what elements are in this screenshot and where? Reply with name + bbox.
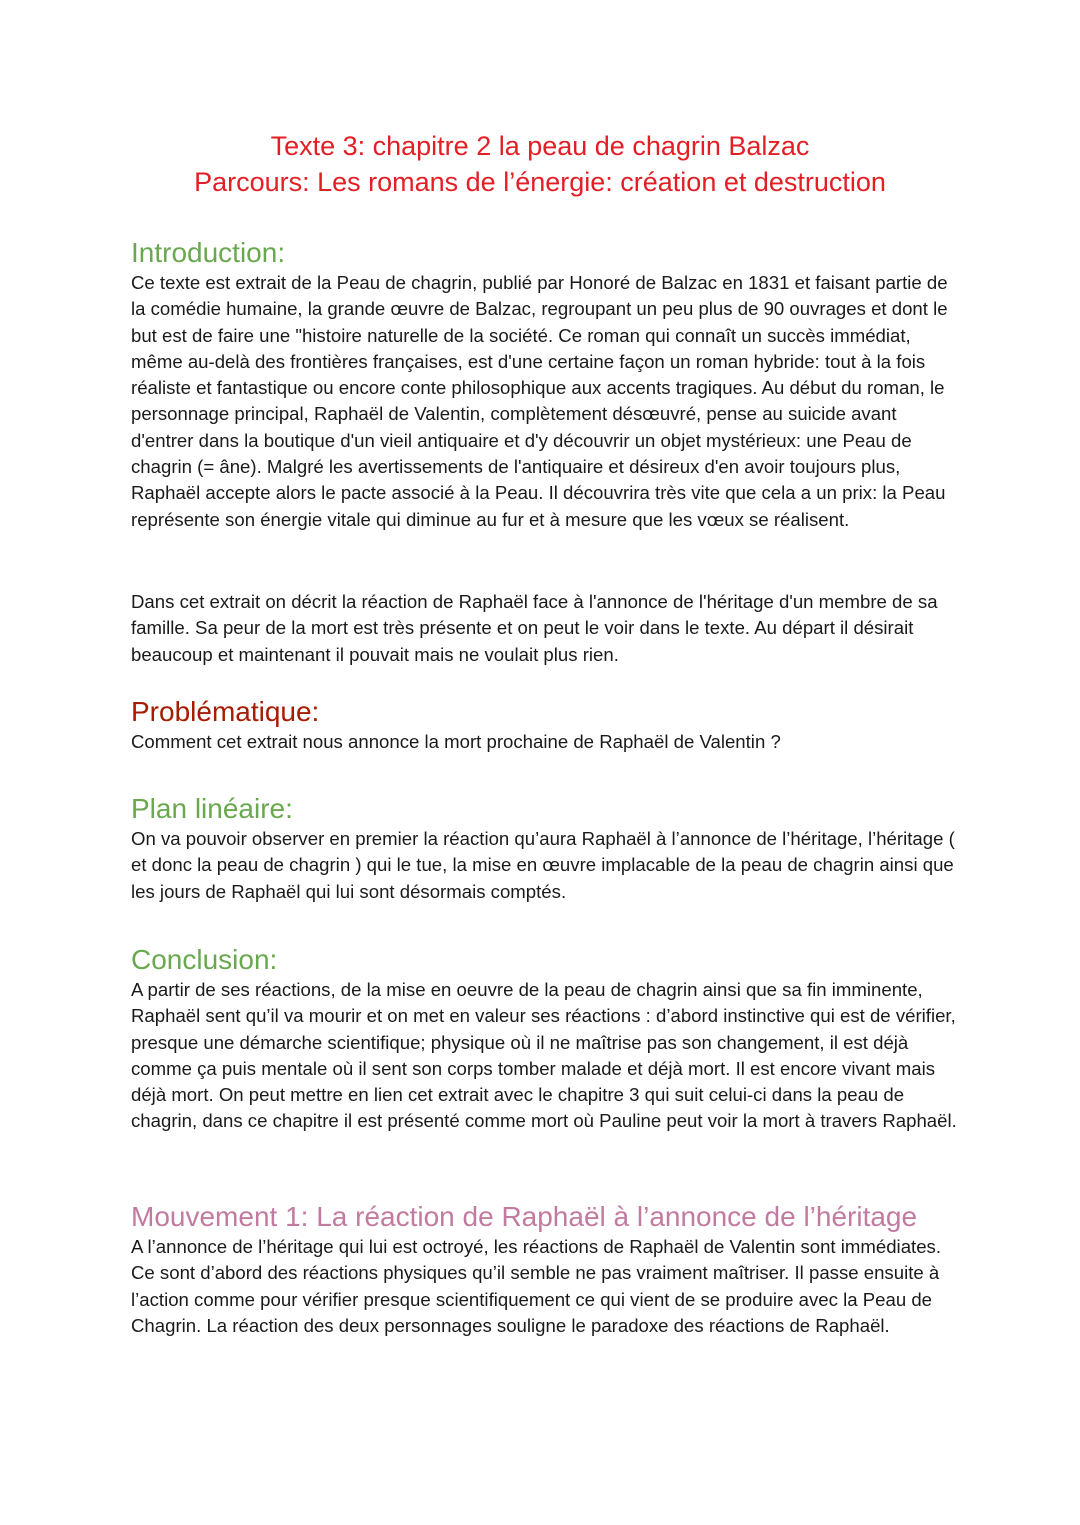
problematique-heading: Problématique: [131,696,320,727]
problematique-paragraph: Comment cet extrait nous annonce la mort prochaine de Raphaël de Valentin ? [131,731,781,752]
conclusion-paragraph: A partir de ses réactions, de la mise en oeuvre de la peau de chagrin ainsi que sa fin imminente, Raphaël sent qu’il va mourir et on met en valeur ses réactions : d’abord instinctive qui est de vérifier, presque une démarche scientifique; physique où il ne maîtrise pas son changement, il est déjà comme ça puis mentale où il sent son corps tomber malade et déjà mort. Il est encore vivant mais déjà mort. On peut mettre en lien cet extrait avec le chapitre 3 qui suit celui-ci dans la peau de chagrin, dans ce chapitre il est présenté comme mort où Pauline peut voir la mort à travers Raphaël. [131,979,957,1132]
introduction-heading: Introduction: [131,237,286,268]
mouvement1-heading: Mouvement 1: La réaction de Raphaël à l’annonce de l’héritage [131,1201,918,1232]
introduction-paragraph-1: Ce texte est extrait de la Peau de chagrin, publié par Honoré de Balzac en 1831 et faisant partie de la comédie humaine, la grande œuvre de Balzac, regroupant un peu plus de 90 ouvrages et dont le but est de faire une "histoire naturelle de la société. Ce roman qui connaît un succès immédiat, même au-delà des frontières françaises, est d'une certaine façon un roman hybride: tout à la fois réaliste et fantastique ou encore conte philosophique aux accents tragiques. Au début du roman, le personnage principal, Raphaël de Valentin, complètement désœuvré, pense au suicide avant d'entrer dans la boutique d'un vieil antiquaire et d'y découvrir un objet mystérieux: une Peau de chagrin (= âne). Malgré les avertissements de l'antiquaire et désireux d'en avoir toujours plus, Raphaël accepte alors le pacte associé à la Peau. Il découvrira très vite que cela a un prix: la Peau représente son énergie vitale qui diminue au fur et à mesure que les vœux se réalisent. [131,272,948,530]
introduction-section [131,236,961,533]
conclusion-heading: Conclusion: [131,944,278,975]
problematique-section [131,695,961,755]
introduction-section-continued [131,589,961,668]
conclusion-section [131,943,961,1135]
introduction-paragraph-2: Dans cet extrait on décrit la réaction de Raphaël face à l'annonce de l'héritage d'un membre de sa famille. Sa peur de la mort est très présente et on peut le voir dans le texte. Au départ il désirait beaucoup et maintenant il pouvait mais ne voulait plus rien. [131,591,938,665]
mouvement1-paragraph: A l’annonce de l’héritage qui lui est octroyé, les réactions de Raphaël de Valentin sont immédiates. Ce sont d’abord des réactions physiques qu’il semble ne pas vraiment maîtriser. Il passe ensuite à l’action comme pour vérifier presque scientifiquement ce qui vient de se produire avec la Peau de Chagrin. La réaction des deux personnages souligne le paradoxe des réactions de Raphaël. [131,1236,941,1336]
mouvement1-section [131,1200,961,1339]
title-line-1: Texte 3: chapitre 2 la peau de chagrin Balzac [270,131,810,161]
plan-heading: Plan linéaire: [131,793,293,824]
title-line-2: Parcours: Les romans de l’énergie: création et destruction [194,167,886,197]
plan-paragraph: On va pouvoir observer en premier la réaction qu’aura Raphaël à l’annonce de l’héritage, l’héritage ( et donc la peau de chagrin ) qui le tue, la mise en œuvre implacable de la peau de chagrin ainsi que les jours de Raphaël qui lui sont désormais comptés. [131,828,955,902]
plan-section [131,792,961,905]
document-title [0,128,1080,200]
